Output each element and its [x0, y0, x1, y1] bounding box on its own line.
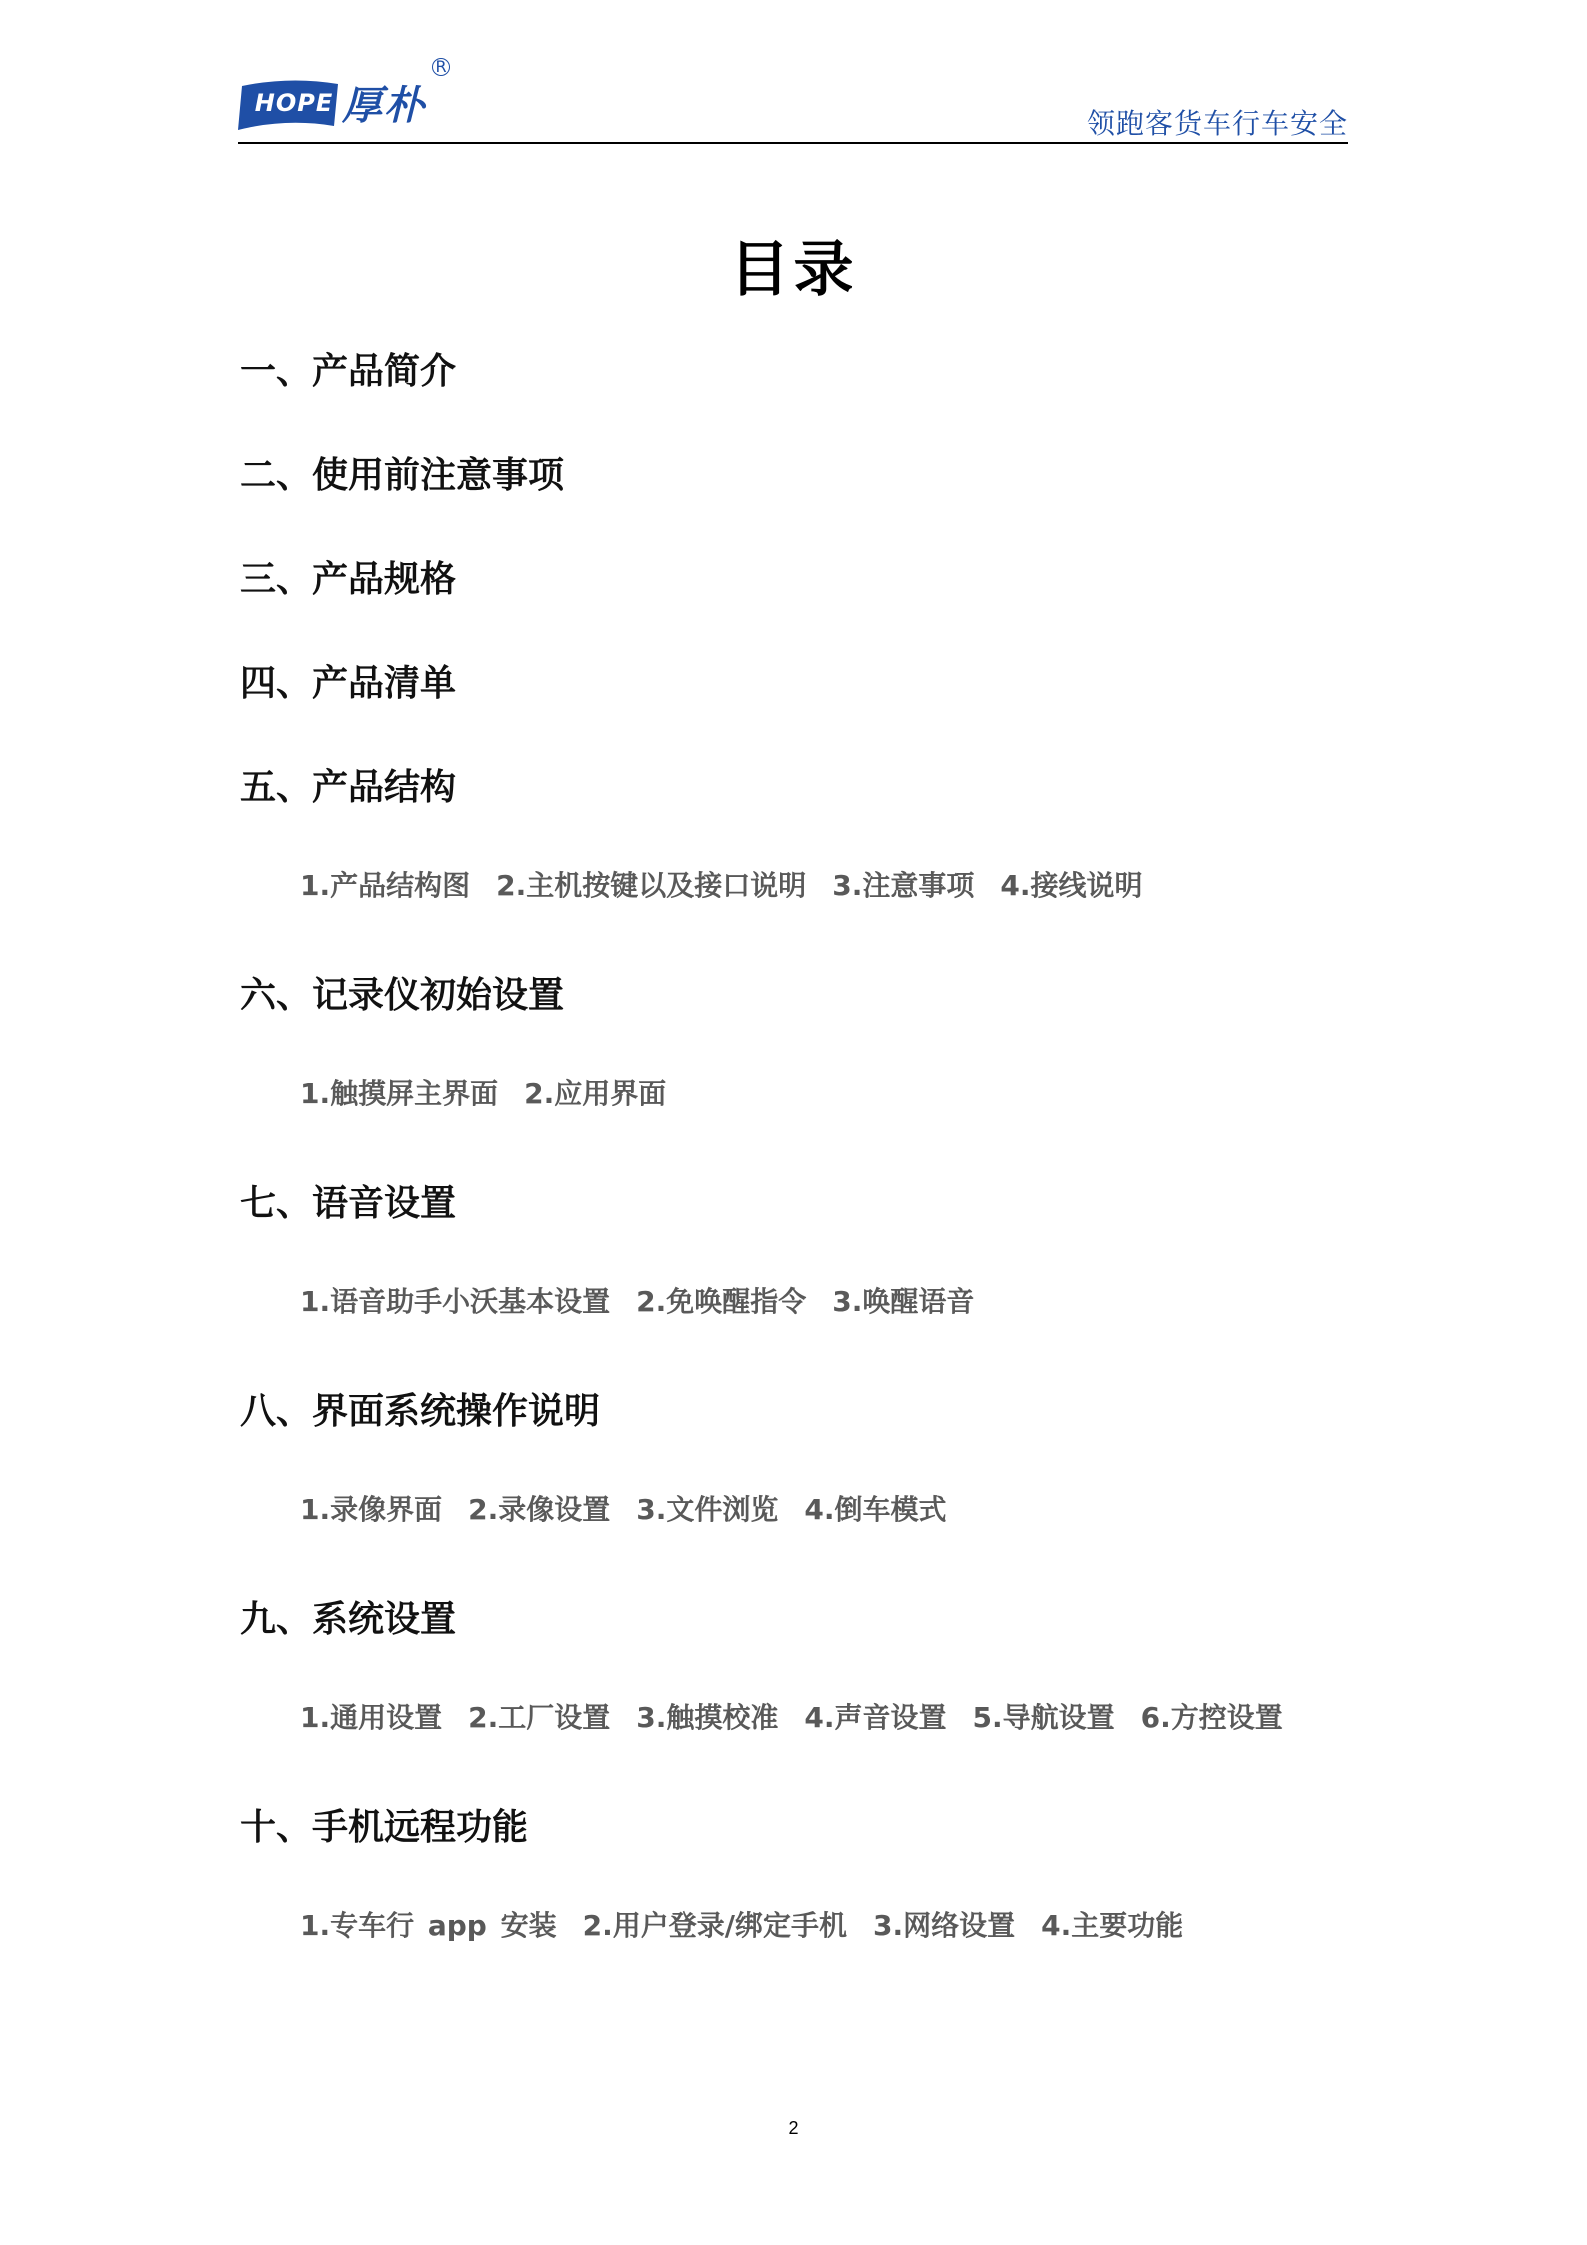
- header-divider: [238, 142, 1348, 144]
- toc-section-2[interactable]: 二、使用前注意事项: [240, 455, 565, 496]
- toc-subitem[interactable]: 1.语音助手小沃基本设置: [300, 1285, 611, 1318]
- toc-subitem[interactable]: 2.主机按键以及接口说明: [496, 869, 807, 902]
- toc-subitem[interactable]: 3.唤醒语音: [832, 1285, 975, 1318]
- toc-section-8[interactable]: 八、界面系统操作说明: [240, 1391, 601, 1432]
- toc-subitem[interactable]: 3.注意事项: [832, 869, 975, 902]
- toc-section-6-subitems: [300, 1072, 1360, 1176]
- page-title: 目录: [729, 235, 858, 305]
- registered-mark-icon: R: [432, 58, 450, 76]
- toc-section-4[interactable]: 四、产品清单: [240, 663, 457, 704]
- toc-subitem[interactable]: 1.通用设置: [300, 1701, 443, 1734]
- toc-section-10-subitems: [300, 1904, 1360, 2008]
- toc-subitem[interactable]: 1.录像界面: [300, 1493, 443, 1526]
- toc-section-9-subitems: [300, 1696, 1360, 1800]
- hope-logo: [238, 58, 458, 138]
- page-number: 2: [788, 2118, 799, 2138]
- toc-subitem[interactable]: 3.文件浏览: [636, 1493, 779, 1526]
- toc-subitem[interactable]: 2.应用界面: [524, 1077, 667, 1110]
- toc-section-1[interactable]: 一、产品简介: [240, 351, 457, 392]
- toc-subitem[interactable]: 4.接线说明: [1000, 869, 1143, 902]
- toc-section-3[interactable]: 三、产品规格: [240, 559, 457, 600]
- toc-section-7[interactable]: 七、语音设置: [240, 1183, 457, 1224]
- header-slogan: 领跑客货车行车安全: [1086, 107, 1348, 140]
- logo-latin-text: HOPE: [254, 89, 334, 117]
- toc-subitem[interactable]: 4.主要功能: [1041, 1909, 1184, 1942]
- toc-section-5-subitems: [300, 864, 1360, 968]
- toc-subitem[interactable]: 2.录像设置: [468, 1493, 611, 1526]
- toc-section-10[interactable]: 十、手机远程功能: [240, 1807, 529, 1848]
- table-of-contents: [240, 344, 1360, 2008]
- toc-subitem[interactable]: 2.用户登录/绑定手机: [582, 1909, 847, 1942]
- toc-subitem[interactable]: 4.倒车模式: [804, 1493, 947, 1526]
- page-header: [238, 52, 1348, 144]
- toc-section-7-subitems: [300, 1280, 1360, 1384]
- toc-subitem[interactable]: 3.网络设置: [872, 1909, 1016, 1942]
- toc-section-8-subitems: [300, 1488, 1360, 1592]
- logo-chinese-text: 厚朴: [342, 83, 426, 129]
- toc-subitem[interactable]: 1.触摸屏主界面: [300, 1077, 499, 1110]
- toc-subitem[interactable]: 2.免唤醒指令: [636, 1285, 807, 1318]
- toc-subitem[interactable]: 6.方控设置: [1140, 1701, 1283, 1734]
- toc-section-9[interactable]: 九、系统设置: [240, 1599, 457, 1640]
- toc-subitem[interactable]: 2.工厂设置: [468, 1701, 611, 1734]
- toc-section-6[interactable]: 六、记录仪初始设置: [240, 975, 565, 1016]
- toc-section-5[interactable]: 五、产品结构: [240, 767, 457, 808]
- toc-subitem[interactable]: 3.触摸校准: [636, 1701, 779, 1734]
- toc-subitem[interactable]: 4.声音设置: [804, 1701, 947, 1734]
- toc-subitem[interactable]: 5.导航设置: [972, 1701, 1115, 1734]
- toc-subitem[interactable]: 1.产品结构图: [300, 869, 471, 902]
- toc-subitem[interactable]: 1.专车行 app 安装: [300, 1909, 557, 1942]
